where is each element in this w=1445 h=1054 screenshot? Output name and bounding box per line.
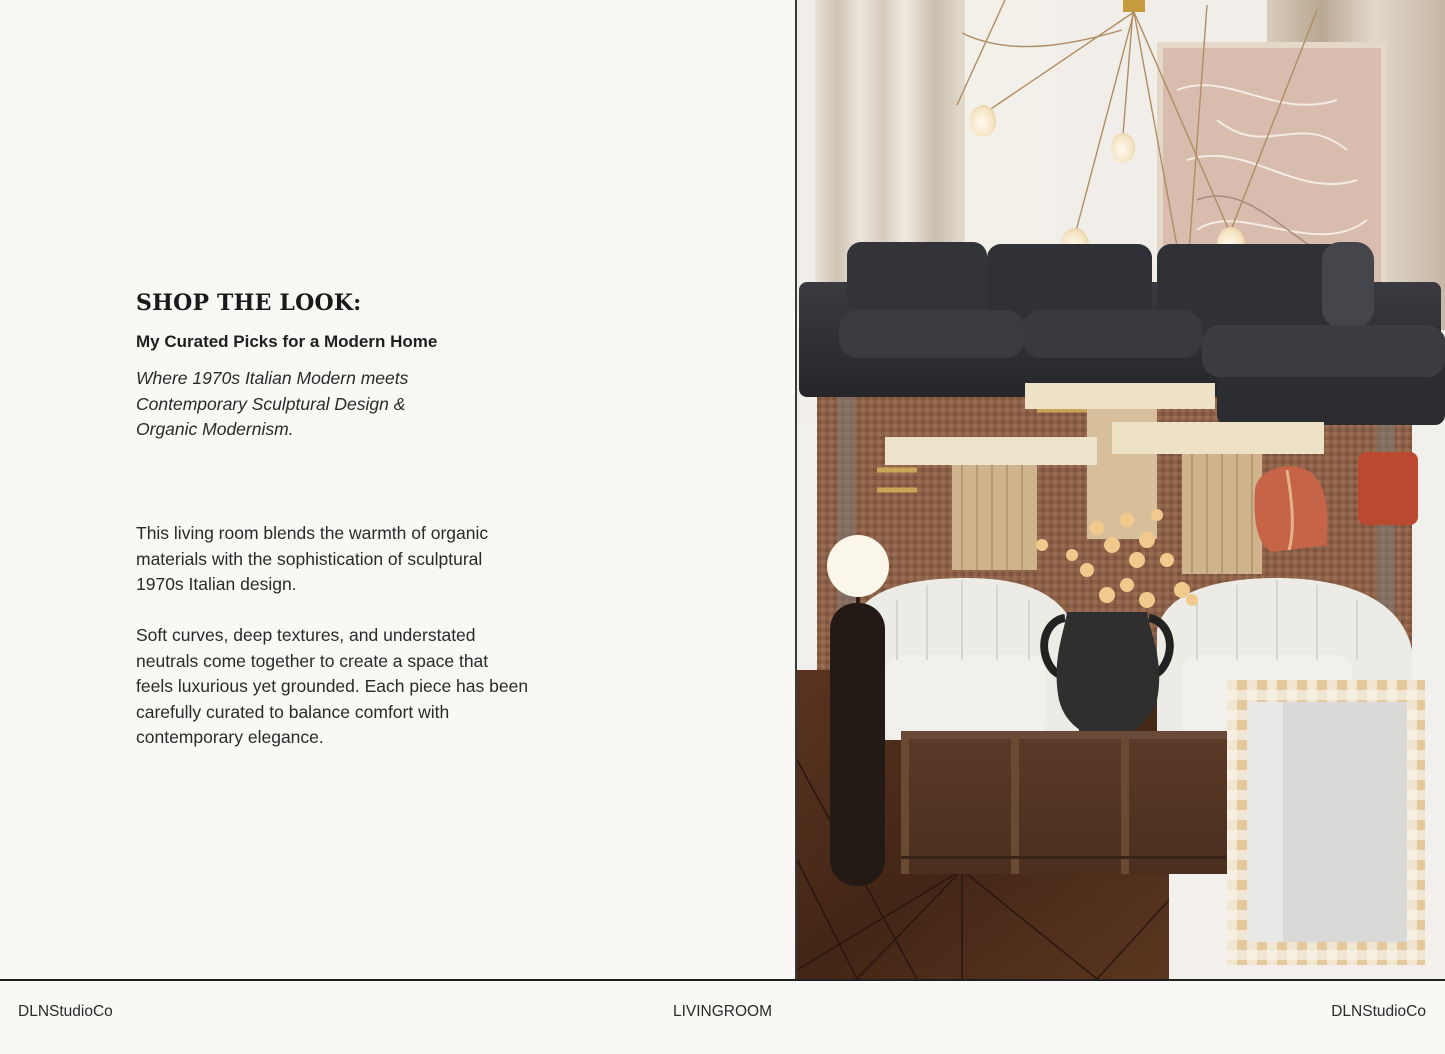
text-line: This living room blends the warmth of organic — [136, 523, 489, 543]
text-line: 1970s Italian design. — [136, 574, 297, 594]
tagline-line: Where 1970s Italian Modern meets — [136, 368, 409, 388]
text-line: Soft curves, deep textures, and understated — [136, 625, 476, 645]
white-globe-floor-lamp — [827, 535, 889, 886]
brand-name-left: DLNStudioCo — [18, 1003, 113, 1020]
description-paragraph-1 — [136, 521, 566, 598]
text-line: carefully curated to balance comfort with — [136, 701, 450, 722]
section-label: LIVINGROOM — [672, 1003, 773, 1020]
text-line: contemporary elegance. — [136, 727, 324, 747]
page-title: SHOP THE LOOK: — [136, 290, 362, 316]
text-line: materials with the sophistication of sculptural — [136, 548, 483, 569]
tagline-line: Organic Modernism. — [136, 419, 294, 439]
bone-inlay-mirror — [1227, 680, 1425, 965]
brand-name-right: DLNStudioCo — [1331, 1003, 1426, 1020]
description-paragraph-2 — [136, 623, 566, 751]
text-line: feels luxurious yet grounded. Each piece has been — [136, 676, 529, 696]
text-line: neutrals come together to create a space that — [136, 650, 489, 671]
page-subtitle: My Curated Picks for a Modern Home — [136, 332, 438, 351]
mood-board-collage — [797, 0, 1445, 979]
footer-divider — [0, 979, 1445, 981]
tagline-line: Contemporary Sculptural Design & — [136, 393, 406, 414]
tagline — [136, 366, 466, 443]
